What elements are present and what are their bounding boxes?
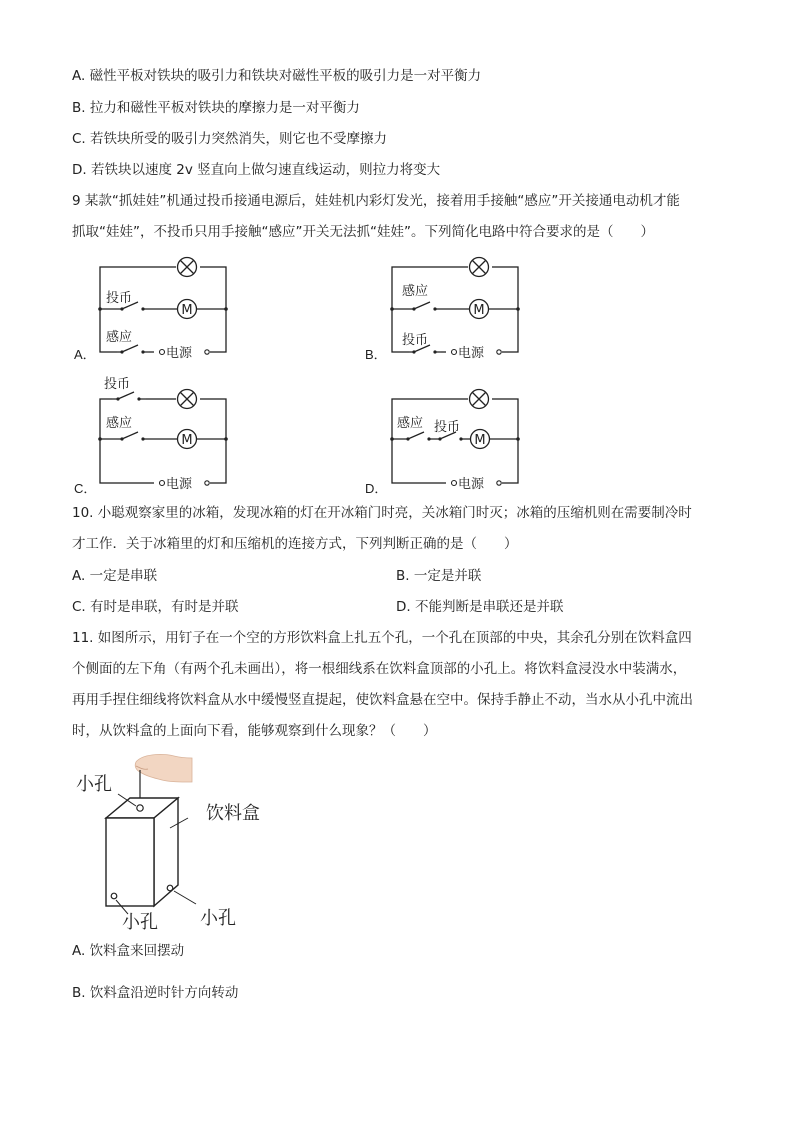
power-label: 电源 (458, 477, 485, 492)
sensor-switch-label: 感应 (106, 416, 133, 431)
q11-option-a: A. 饮料盒来回摆动 (72, 943, 185, 959)
right-hole-label: 小孔 (200, 908, 236, 929)
q11-stem-line4: 时，从饮料盒的上面向下看，能够观察到什么现象？（ ） (72, 723, 437, 739)
q11-stem-line1: 11. 如图所示，用钉子在一个空的方形饮料盒上扎五个孔，一个孔在顶部的中央，其余孔分别在饮料盒四 (72, 630, 692, 646)
sensor-switch-label: 感应 (397, 416, 424, 431)
sensor-switch-label: 感应 (106, 330, 133, 345)
circuit-diagram-b (364, 250, 624, 365)
q9-stem-line2: 抓取“娃娃”，不投币只用手接触“感应”开关无法抓“娃娃”。下列简化电路中符合要求的是（ ） (72, 224, 654, 240)
circuit-diagram-a (72, 250, 332, 365)
q10-stem-line1: 10. 小聪观察家里的冰箱，发现冰箱的灯在开冰箱门时亮，关冰箱门时灭；冰箱的压缩机则在需要制冷时 (72, 505, 692, 521)
q11-option-b: B. 饮料盒沿逆时针方向转动 (72, 985, 239, 1001)
circuit-b-label: B． (365, 347, 387, 362)
motor-label: M (474, 433, 486, 448)
q8-option-a: A. 磁性平板对铁块的吸引力和铁块对磁性平板的吸引力是一对平衡力 (72, 68, 482, 84)
circuit-d-label: D． (365, 481, 388, 496)
left-hole-label: 小孔 (122, 912, 158, 933)
circuit-a-label: A． (74, 347, 96, 362)
circuit-c-label: C． (74, 481, 97, 496)
sensor-switch-label: 感应 (402, 284, 429, 299)
power-label: 电源 (458, 346, 485, 361)
q8-option-d: D. 若铁块以速度 2v 竖直向上做匀速直线运动，则拉力将变大 (72, 162, 441, 178)
q10-option-d: D. 不能判断是串联还是并联 (396, 599, 564, 615)
q10-option-c: C. 有时是串联，有时是并联 (72, 599, 239, 615)
drink-box-figure (70, 750, 290, 935)
coin-switch-label: 投币 (104, 377, 131, 392)
motor-label: M (181, 303, 193, 318)
coin-switch-label: 投币 (434, 420, 461, 435)
circuit-diagram-c (72, 375, 332, 495)
q10-option-a: A. 一定是串联 (72, 568, 158, 584)
top-hole-label: 小孔 (76, 774, 112, 795)
q9-stem-line1: 9 某款“抓娃娃”机通过投币接通电源后，娃娃机内彩灯发光，接着用手接触“感应”开关接通电动机才能 (72, 193, 680, 209)
q11-stem-line3: 再用手捏住细线将饮料盒从水中缓慢竖直提起，使饮料盒悬在空中。保持手静止不动，当水从小孔中流出 (72, 692, 693, 708)
hand-icon (135, 754, 192, 782)
q11-stem-line2: 个侧面的左下角（有两个孔未画出），将一根细线系在饮料盒顶部的小孔上。将饮料盒浸没水中装满水， (72, 661, 687, 677)
motor-label: M (473, 303, 485, 318)
power-label: 电源 (166, 346, 193, 361)
coin-switch-label: 投币 (106, 291, 133, 306)
power-label: 电源 (166, 477, 193, 492)
q8-option-c: C. 若铁块所受的吸引力突然消失，则它也不受摩擦力 (72, 131, 388, 147)
circuit-diagram-d (364, 375, 624, 495)
q10-option-b: B. 一定是并联 (396, 568, 482, 584)
motor-label: M (181, 433, 193, 448)
q10-stem-line2: 才工作．关于冰箱里的灯和压缩机的连接方式，下列判断正确的是（ ） (72, 536, 518, 552)
box-label: 饮料盒 (206, 803, 260, 824)
q8-option-b: B. 拉力和磁性平板对铁块的摩擦力是一对平衡力 (72, 100, 360, 116)
coin-switch-label: 投币 (402, 333, 429, 348)
